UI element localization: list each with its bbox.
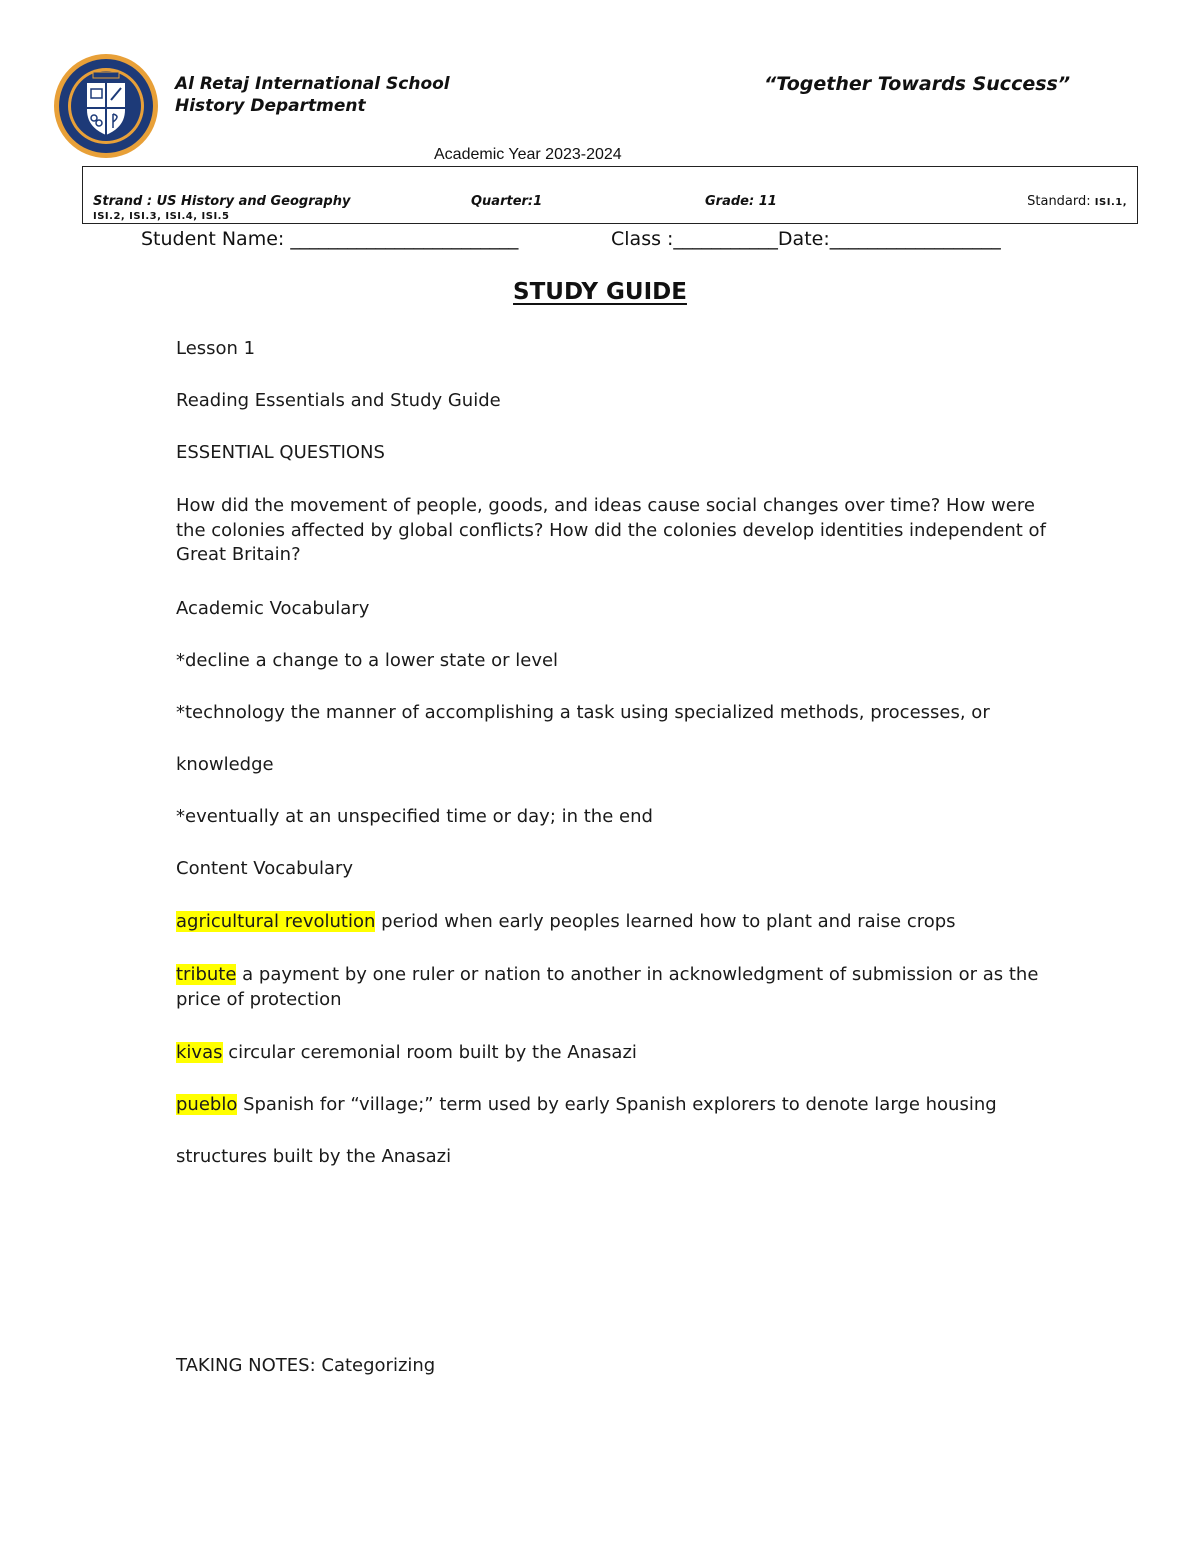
quarter-label: Quarter:1 [471,194,543,209]
essential-questions-heading: ESSENTIAL QUESTIONS [176,442,385,463]
academic-year: Academic Year 2023-2024 [434,146,622,163]
term-definition: Spanish for “village;” term used by early Spanish explorers to denote large housing [237,1094,997,1115]
highlighted-term: kivas [176,1042,223,1063]
student-name-field: Student Name: ________________________ [141,228,519,250]
term-definition: circular ceremonial room built by the Anasazi [222,1042,637,1063]
page-title: STUDY GUIDE [513,279,687,305]
standard-codes-continued: ISI.2, ISI.3, ISI.4, ISI.5 [93,211,230,222]
content-vocabulary-heading: Content Vocabulary [176,858,354,879]
standard-codes-first: ISI.1, [1094,197,1127,208]
highlighted-term: pueblo [176,1094,238,1115]
school-header [175,73,450,117]
content-vocab-item-continued: structures built by the Anasazi [176,1146,452,1167]
term-definition: a payment by one ruler or nation to another in acknowledgment of submission or as the price of protection [176,964,1039,1010]
highlighted-term: tribute [176,964,237,985]
school-name: Al Retaj International School [175,74,450,94]
strand-label: Strand : US History and Geography [93,194,351,209]
content-vocab-item [176,910,1076,935]
content-vocab-item [176,1041,1076,1066]
highlighted-term: agricultural revolution [176,911,376,932]
lesson-label: Lesson 1 [176,338,256,359]
content-vocab-item [176,963,1046,1012]
subtitle: Reading Essentials and Study Guide [176,390,501,411]
school-motto: “Together Towards Success” [764,73,1071,95]
vocab-item: *decline a change to a lower state or level [176,650,559,671]
school-logo [53,52,159,160]
department-name: History Department [175,96,366,116]
vocab-item-continued: knowledge [176,754,274,775]
grade-label: Grade: 11 [705,194,777,209]
content-vocab-item [176,1093,1136,1118]
term-definition: period when early peoples learned how to plant and raise crops [375,911,956,932]
standard-label-text: Standard: [1027,194,1091,209]
standard-label [1027,194,1127,211]
academic-vocabulary-heading: Academic Vocabulary [176,598,370,619]
school-crest-icon [53,52,159,160]
vocab-item: *eventually at an unspecified time or day; in the end [176,806,653,827]
taking-notes-heading: TAKING NOTES: Categorizing [176,1355,436,1376]
vocab-item: *technology the manner of accomplishing a task using specialized methods, processes, or [176,702,990,723]
class-date-field: Class :___________Date:__________________ [611,228,1001,250]
strand-info-box [82,166,1138,224]
essential-questions-text: How did the movement of people, goods, and ideas cause social changes over time? How were the colonies affected by global conflicts? How did the colonies develop identities independent of Great Britain? [176,495,1046,565]
